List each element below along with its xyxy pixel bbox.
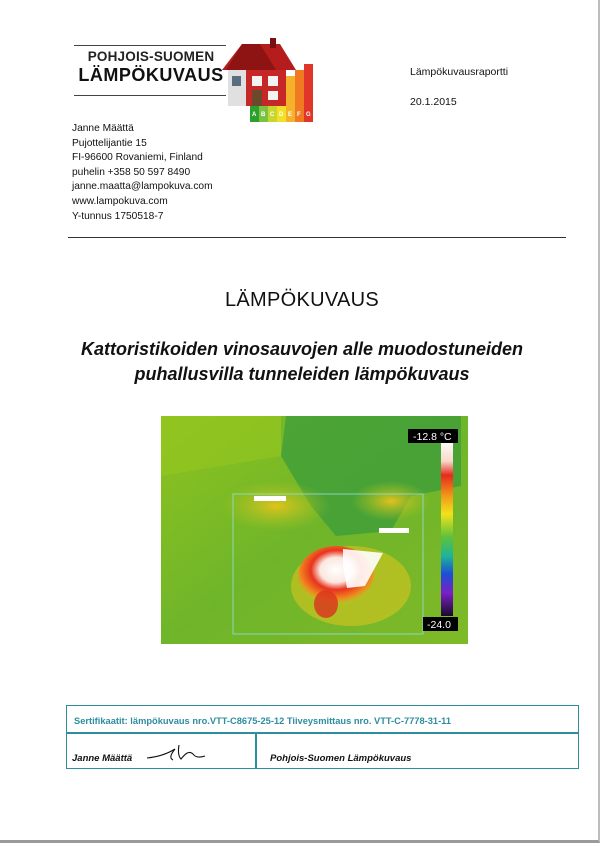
scale-max-label: -12.8 °C — [413, 431, 452, 443]
energy-letter: B — [261, 112, 266, 118]
certificates-text: Sertifikaatit: lämpökuvaus nro.VTT-C8675-25-12 Tiiveysmittaus nro. VTT-C-7778-31-11 — [74, 716, 452, 726]
header-divider — [68, 237, 566, 238]
logo-line2: LÄMPÖKUVAUS — [78, 65, 224, 85]
certification-box — [66, 705, 579, 769]
logo-rule-top — [74, 45, 226, 46]
signature — [145, 742, 207, 764]
contact-web: www.lampokuva.com — [72, 195, 168, 207]
scale-min-label: -24.0 — [427, 619, 451, 631]
contact-phone: puhelin +358 50 597 8490 — [72, 166, 191, 178]
page-title: LÄMPÖKUVAUS — [224, 289, 380, 311]
contact-business-id: Y-tunnus 1750518-7 — [72, 210, 164, 222]
report-type: Lämpökuvausraportti — [410, 66, 509, 78]
thermal-image — [161, 416, 468, 644]
house-energy-icon — [220, 36, 315, 122]
logo-rule-bottom — [74, 95, 226, 96]
signer-name: Janne Määttä — [72, 753, 133, 764]
report-date: 20.1.2015 — [410, 96, 457, 108]
company-name: Pohjois-Suomen Lämpökuvaus — [270, 753, 412, 764]
company-logo — [70, 36, 315, 122]
subtitle-line1: Kattoristikoiden vinosauvojen alle muodostuneiden — [80, 339, 524, 359]
logo-line1: POHJOIS-SUOMEN — [87, 49, 215, 64]
subtitle-line2: puhallusvilla tunneleiden lämpökuvaus — [134, 364, 470, 384]
contact-block — [72, 122, 213, 224]
energy-letter: A — [252, 112, 257, 118]
logo-text — [76, 49, 226, 86]
contact-name: Janne Määttä — [72, 123, 134, 134]
energy-letter: C — [270, 112, 275, 118]
energy-letter: F — [297, 112, 301, 118]
contact-city: FI-96600 Rovaniemi, Finland — [72, 152, 203, 164]
thermal-image-graphic — [161, 416, 468, 644]
energy-letter: G — [306, 112, 311, 118]
contact-email: janne.maatta@lampokuva.com — [72, 181, 213, 193]
cert-divider — [67, 732, 578, 734]
cert-column-divider — [255, 733, 257, 768]
contact-street: Pujottelijantie 15 — [72, 137, 147, 149]
page-subtitle — [40, 337, 564, 387]
energy-letter: D — [279, 112, 284, 118]
energy-letter: E — [288, 112, 293, 118]
